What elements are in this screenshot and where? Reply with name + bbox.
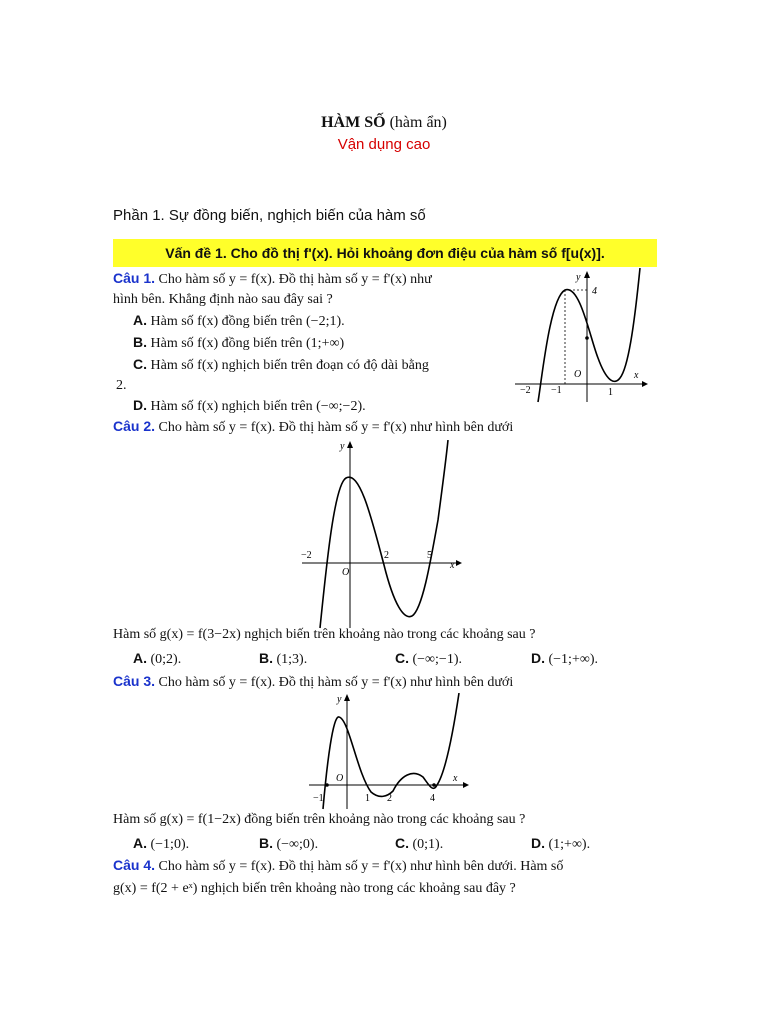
topic-banner: [113, 239, 657, 267]
q1-option-c-text: Hàm số f(x) nghịch biến trên đoạn có độ dài bằng: [150, 358, 429, 373]
q1-line1: [113, 270, 432, 288]
q4-text1: Cho hàm số y = f(x). Đồ thị hàm số y = f'(x) như hình bên dưới. Hàm số: [158, 859, 564, 874]
q3-option-d: [531, 835, 590, 853]
q2-line: [113, 418, 513, 436]
q2-option-a-key: A.: [133, 650, 147, 666]
q3-line: [113, 673, 513, 691]
q1-tick-1: 1: [608, 387, 613, 398]
q2-option-b: [259, 650, 307, 668]
q2-x-arrow: [456, 560, 462, 566]
q2-y-arrow: [347, 441, 353, 448]
q3-option-d-key: D.: [531, 835, 545, 851]
q2-option-d-key: D.: [531, 650, 545, 666]
q1-option-c: [133, 356, 429, 374]
q3-question: Hàm số g(x) = f(1−2x) đồng biến trên khoảng nào trong các khoảng sau ?: [113, 812, 526, 827]
q1-text1: Cho hàm số y = f(x). Đồ thị hàm số y = f'(x) như: [158, 272, 432, 287]
q1-option-b-text: Hàm số f(x) đồng biến trên (1;+∞): [150, 336, 345, 351]
q3-option-b-text: (−∞;0).: [276, 837, 319, 852]
q2-question: Hàm số g(x) = f(3−2x) nghịch biến trên khoảng nào trong các khoảng sau ?: [113, 627, 536, 642]
q4-label: Câu 4.: [113, 857, 156, 873]
q1-option-b-key: B.: [133, 334, 147, 350]
title-paren: (hàm ẩn): [389, 114, 447, 131]
q1-option-a-key: A.: [133, 312, 147, 328]
q3-label: Câu 3.: [113, 673, 156, 689]
q3-option-c-key: C.: [395, 835, 409, 851]
q4-line1: [113, 857, 563, 875]
q3-option-a-text: (−1;0).: [150, 837, 190, 852]
q2-x-label: x: [450, 560, 455, 571]
q2-option-d: [531, 650, 598, 668]
q2-graph: [298, 440, 468, 630]
q3-tick-1: 1: [365, 793, 370, 804]
q3-x-arrow: [463, 782, 469, 788]
q1-y-label: y: [576, 272, 581, 283]
q2-option-b-key: B.: [259, 650, 273, 666]
q3-option-a: [133, 835, 189, 853]
q3-option-b-key: B.: [259, 835, 273, 851]
page-title: [0, 114, 768, 132]
q2-option-a: [133, 650, 181, 668]
q1-curve: [538, 268, 640, 402]
q2-option-b-text: (1;3).: [276, 652, 308, 667]
q2-tick-2: 2: [384, 550, 389, 561]
q3-origin: O: [336, 773, 344, 784]
q2-curve: [320, 440, 448, 628]
q1-option-a-text: Hàm số f(x) đồng biến trên (−2;1).: [150, 314, 345, 329]
q3-point-m1: [325, 783, 329, 787]
q1-x-label: x: [634, 370, 639, 381]
q3-x-label: x: [453, 773, 458, 784]
q3-tick-2: 2: [387, 793, 392, 804]
topic-banner-text: Vấn đề 1. Cho đồ thị f'(x). Hỏi khoảng đơn điệu của hàm số f[u(x)].: [165, 245, 605, 261]
q1-tick-m2: −2: [520, 385, 531, 396]
page-subtitle: Vận dụng cao: [337, 136, 431, 153]
title-main: HÀM SỐ: [321, 114, 386, 131]
q2-text: Cho hàm số y = f(x). Đồ thị hàm số y = f'(x) như hình bên dưới: [158, 420, 514, 435]
q3-text: Cho hàm số y = f(x). Đồ thị hàm số y = f'(x) như hình bên dưới: [158, 675, 514, 690]
q1-option-a: [133, 312, 345, 330]
q2-option-a-text: (0;2).: [150, 652, 182, 667]
q1-option-c-key: C.: [133, 356, 147, 372]
q1-y-arrow: [584, 271, 590, 278]
q1-option-b: [133, 334, 344, 352]
q3-option-d-text: (1;+∞).: [548, 837, 591, 852]
q1-text2: hình bên. Khẳng định nào sau đây sai ?: [113, 292, 333, 307]
q1-x-arrow: [642, 381, 648, 387]
q1-point: [585, 336, 589, 340]
q2-origin: O: [342, 567, 350, 578]
section-heading: Phần 1. Sự đồng biến, nghịch biến của hàm số: [113, 207, 426, 224]
q1-option-d: [133, 397, 366, 415]
q3-graph: [305, 693, 475, 811]
q2-option-c-key: C.: [395, 650, 409, 666]
q3-option-a-key: A.: [133, 835, 147, 851]
q3-tick-m1: −1: [313, 793, 324, 804]
q2-option-c: [395, 650, 462, 668]
q1-option-d-key: D.: [133, 397, 147, 413]
q2-y-label: y: [340, 441, 345, 452]
q3-tick-4: 4: [430, 793, 435, 804]
q1-origin: O: [574, 369, 582, 380]
q3-y-arrow: [344, 694, 350, 701]
q1-option-d-text: Hàm số f(x) nghịch biến trên (−∞;−2).: [150, 399, 366, 414]
q2-option-d-text: (−1;+∞).: [548, 652, 598, 667]
q4-text2: g(x) = f(2 + eˣ) nghịch biến trên khoảng nào trong các khoảng sau đây ?: [113, 881, 516, 896]
q1-option-c-cont: 2.: [116, 378, 127, 393]
q2-option-c-text: (−∞;−1).: [412, 652, 462, 667]
q2-label: Câu 2.: [113, 418, 156, 434]
q3-option-c-text: (0;1).: [412, 837, 444, 852]
q3-option-c: [395, 835, 443, 853]
q2-tick-m2: −2: [301, 550, 312, 561]
q1-tick-4: 4: [592, 286, 597, 297]
q1-label: Câu 1.: [113, 270, 156, 286]
q3-option-b: [259, 835, 318, 853]
q3-y-label: y: [337, 694, 342, 705]
q3-curve: [323, 693, 459, 809]
q2-tick-5: 5: [427, 550, 432, 561]
q1-graph: [510, 268, 650, 408]
q3-point-4: [432, 783, 436, 787]
q1-tick-m1: −1: [551, 385, 562, 396]
